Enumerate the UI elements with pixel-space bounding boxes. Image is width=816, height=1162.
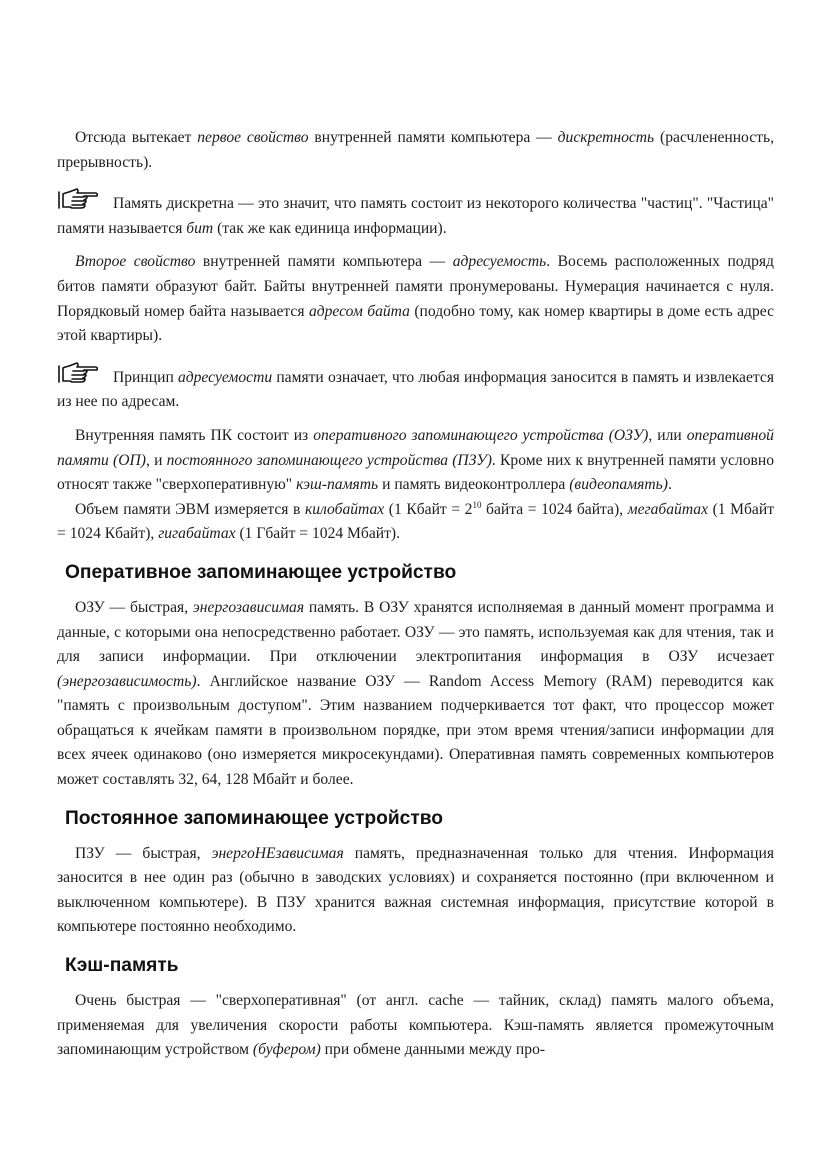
paragraph-first-property (57, 126, 774, 175)
text-run: (1 Гбайт = 1024 Мбайт). (235, 525, 401, 543)
italic-term: адресуемости (177, 368, 273, 386)
text-run: внутренней памяти компьютера — (308, 129, 558, 146)
italic-term: оперативной памяти (ОП) (57, 426, 774, 469)
italic-term: дискретность (557, 129, 655, 146)
note-discreteness (57, 188, 774, 241)
text-run: Объем памяти ЭВМ измеряется в (75, 500, 305, 518)
heading-rom: Постоянное запоминающее устройство (65, 807, 443, 829)
paragraph-cache (57, 989, 774, 1063)
text-run: памяти означает, что любая информация заносится в память и извлекается из нее по адресам. (57, 368, 774, 411)
text-run: Память дискретна — это значит, что память состоит из некоторого количества "частиц". "Частица" памяти называется (57, 195, 774, 237)
text-run: (расчлененность, прерывность). (57, 129, 774, 171)
italic-term: кэш-память (296, 476, 379, 494)
superscript: 10 (472, 499, 482, 510)
text-run: . Английское название ОЗУ — Random Access Memory (RAM) переводится как "память с произвольным доступом". Этим названием подчеркивается тот факт, что процессор может обращаться к ячейкам памяти в произвольном порядке, при этом время чтения/записи информации для всех ячеек одинаково (оно измеряется микросекундами). Оперативная память современных компьютеров может составлять 32, 64, 128 Мбайт и более. (57, 672, 774, 789)
italic-term: мегабайтах (627, 500, 709, 518)
text-run: , и (145, 451, 167, 469)
paragraph-ram (57, 596, 774, 793)
heading-cache: Кэш-память (65, 955, 179, 977)
text-run: Принцип (113, 368, 178, 386)
text-run: . Восемь расположенных подряд битов памяти образуют байт. Байты внутренней памяти пронумерованы. Нумерация начинается с нуля. Порядковый номер байта называется (57, 253, 774, 320)
italic-term: (буфером) (252, 1041, 321, 1059)
text-run: . (667, 476, 672, 494)
pointing-hand-icon (57, 362, 99, 384)
text-run: (так же как единица информации). (213, 219, 447, 237)
text-run: (1 Мбайт = 1024 Кбайт), (57, 500, 775, 543)
italic-term: гигабайтах (158, 525, 236, 543)
italic-term: энергозависимая (192, 598, 305, 616)
text-run: Очень быстрая — "сверхоперативная" (от англ. cache — тайник, склад) память малого объема, применяемая для увеличения скорости работы компьютера. Кэш-память является промежуточным запоминающим устройством (57, 992, 774, 1059)
italic-term: энергоНЕзависимая (211, 844, 344, 862)
paragraph-memory-units (57, 498, 774, 547)
pointing-hand-icon (57, 188, 99, 210)
text-run: при обмене данными между про- (320, 1041, 546, 1059)
text-run: байта = 1024 байта), (481, 500, 628, 518)
paragraph-second-property (57, 250, 774, 348)
text-run: , или (648, 426, 687, 444)
text-run: (1 Кбайт = 2 (384, 500, 473, 518)
italic-term: постоянного запоминающего устройства (ПЗУ) (166, 451, 492, 469)
text-run: ПЗУ — быстрая, (75, 844, 212, 862)
italic-term: адресуемость (452, 253, 547, 271)
heading-ram: Оперативное запоминающее устройство (65, 561, 457, 583)
paragraph-rom (57, 842, 774, 940)
italic-term: первое свойство (197, 129, 309, 146)
italic-term: оперативного запоминающего устройства (ОЗУ) (313, 426, 649, 444)
text-run: . Кроме них к внутренней памяти условно относят также "сверхоперативную" (57, 451, 775, 494)
italic-term: килобайтах (304, 500, 385, 518)
text-run: внутренней памяти компьютера — (195, 253, 453, 271)
italic-term: (видеопамять) (569, 476, 668, 494)
italic-term: (энергозависимость) (57, 672, 197, 690)
italic-term: Второе свойство (75, 253, 196, 271)
text-run: Внутренняя память ПК состоит из (75, 426, 314, 444)
italic-term: бит (186, 219, 214, 237)
text-run: Отсюда вытекает (75, 129, 198, 146)
text-run: и память видеоконтроллера (378, 476, 570, 494)
page-content (57, 126, 774, 1063)
text-run: память. В ОЗУ хранятся исполняемая в данный момент программа и данные, с которыми она непосредственно работает. ОЗУ — это память, используемая как для чтения, так и для записи информации. При отключении электропитания информация в ОЗУ исчезает (57, 598, 774, 666)
text-run: (подобно тому, как номер квартиры в доме есть адрес этой квартиры). (57, 302, 774, 345)
text-run: память, предназначенная только для чтения. Информация заносится в нее один раз (обычно в заводских условиях) и сохраняется постоянно (при включенном и выключенном компьютере). В ПЗУ хранится важная системная информация, присутствие которой в компьютере постоянно необходимо. (57, 844, 774, 936)
note-addressability (57, 362, 774, 415)
text-run: ОЗУ — быстрая, (75, 598, 193, 616)
italic-term: адресом байта (308, 302, 410, 320)
paragraph-internal-memory (57, 424, 774, 498)
